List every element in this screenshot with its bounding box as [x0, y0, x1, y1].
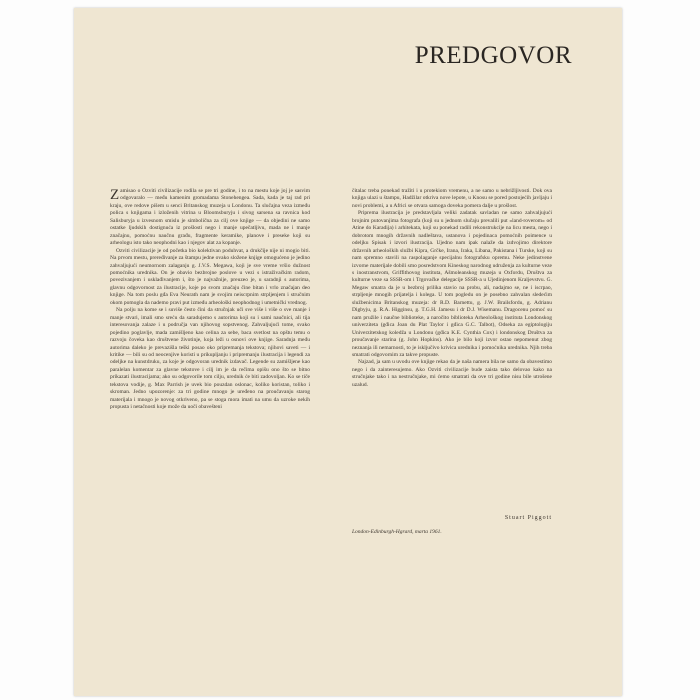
right-column [352, 188, 552, 389]
dropcap: Z [110, 187, 120, 203]
paragraph-4: čitalac treba ponekad tražiti i u protekiom vremenu, a ne samo u nebrižljivosti. Dok ova knjiga ulazi u štampu, Hadžilar otkriva nove lepote, u Knosu se pored postojećih javljaju i novi problemi, a u Africi se otvara samoga doveka pomera dalje u prošlost. [352, 188, 552, 209]
left-column [110, 188, 310, 412]
paragraph-1 [110, 188, 310, 248]
paragraph-2: Ozviti civilizacije je od početka bio kolektivan poduhvat, a drukčije nije ni mogio biti. Na prvom mestu, preređivanje za štampu jedne ovako složene knjige omogućeno je jedino zahvaljujući neumornom zalaganju g. J.V.S. Megawa, koji je sve vreme vršio dužnost pomoćnika urednika. On je obavio bezbrojne poslove u vezi s istraživačkim radom, povezivanjem i usklađivanjem i, što je najvažnije, preuzeo je, u saradnji s autorima, glavnu odgovornost za ilustracije, koje po svom značaju čine bitan i vrlo značajan deo knjige. Na tom poslu gđa Eva Neurath nam je svojim neiscrpnim strpljenjem i stručnim okom pomogla da nademo pravi put između arheološki neophodnog i umetnički vrednog. [110, 247, 310, 306]
author-signature: Stuart Piggott [504, 515, 552, 521]
book-page [74, 8, 622, 696]
paragraph-5: Priprema ilustracija je predstavljala veliki zadatak savladan ne samo zahvaljujući brojnim putovanjima fotografa (koji su u jednom slučaju prevalili put »land-roverom« od Atine do Karadija) i arhitekata, koji su ponekad radili rekonstrukcije na licu mesta, nego i dobrotom mnogih državnih nadleštava, ustanova i pojedinaca pomoćnih poimence u odeljku Spisak i izvori ilustracija. Ujedno nam ipak nalaže da izdvojimo direktore državnih arheoloških službi Kipra, Grčke, Irana, Iraka, Libana, Pakistana i Turske, koji su nam spremno stavili na raspolaganje specijalnu fotografsku opremu. Neke jedinstvene izvorne materijale dobili smo posredstvom Kineskog narodnog udruženja za kulturne veze s inostranstvom, Griffithovog instituta, Ašmoleanskog muzeja u Oxfordu, Društva za kulturne veze sa SSSR-om i Trgovačke delegacije SSSR-a u Ujedinjenom Kraljevstvu. G. Megaw smatra da je u bezbroj prilika stavio na probu, ali, nadajmo se, ne i iscrpao, strpljenje mnogih prijatelja i kolega. U tom pogledu on je posebno zahvalan sledećim službenicima Britanskog muzeja: dr R.D. Barnettu, g. J.W. Brailsfordu, g. Adrianu Digbyju, g. R.A. Higginsu, g. T.G.H. Jamesu i dr D.J. Wisemanu. Dragocenu pomoć su nam pružile i naučne biblioteke, a naročito biblioteka Arheološkog instituta Londonskog univerziteta (gđica Joan du Plat Taylor i gđica G.C. Talbot), Odseka za egiptologiju Univerzitetskog koledža u Londonu (gđica K.E. Cynthia Cox) i londonskog Društva za proučavanje starina (g. John Hopkins). Ako je bilo koji izvor ostao nepomenut zbog neznanja ili nemarnosti, to je isključivo krivica urednika i pomoćnika urednika. Njih treba smatrati odgovornim za takve propuste. [352, 210, 552, 358]
place-date: London-Edinburgh-Hgrard, marta 1961. [352, 529, 442, 535]
page-title: PREDGOVOR [414, 42, 572, 69]
paragraph-1-text: amisao o Ozviti civilizacije rodila se pre tri godine, i to na mestu koje joj je sasvim odgovaralo — među kamenim gromadama Stonehengea. Sada, kada je taj rad pri kraju, ove redove pišem u senci Britanskog muzeja u Londonu. Ta slučajna veza između polica s knjigama i izloženih vitrina u Bloomsburyju i sivog sarsena sa ravnica kod Salisburyja u izvesnom smislu je simbolična za cilj ove knjige — da objedini ne samo ostatke ljudskih dostignuća iz prošlosti nego i manje upečatljivu, mada ne i manje značajnu, pomoćnu naučnu građu, fragmente keramike, planove i preseke koji su arheologu isto tako neophodni kao i njegov alat za kopanje. [110, 188, 310, 247]
paragraph-6: Najzad, ja sam u uvodu ove knjige rekao da je naša namera bila ne samo da obavestimo nego i da zainteresujemo. Ako Ozviti civilizacije bude zaista tako delovao kako na stručnjake tako i na nestručnjake, mi ćemo smatrati da ove tri godine nisu bile utrošene uzalud. [352, 359, 552, 388]
paragraph-3: Na polju na kome se i suviše često čini da stručnjak uči sve više i više o sve manje i manje stvari, imali smo sreću da saradujemo s autorima koji su i sami naučnici, ali tija interesovanja zalaze i u područja van njihovog sopstvenog. Zahvaljujući tome, svako pojedino poglavlje, mada zamišljeno kao celina za sebe, baca svetlost na opštu temu o razvoju čoveka kao društvene životinje, koja leži u osnovi ove knjige. Saradnja među autorima daleko je prevazišla teški posao oko pripremanja tekstova; njihovi saveti — i kritike — bili su od neocenjive koristi u prikupljanju i pripremanju ilustracija i legendi za odeljke na kunstdruku, za koje je odgovoran urednik izdavač. Legende su zamišljene kao paralelan komentar za glavne tekstove i cilj im je da rečima opišu ono što se bitno prikazati ilustracijama; ako su odgovorile tom cilju, urednik će biti zadovoljan. Ko se tiče tekstova vodije, g. Max Parrish je uvek bio pouzdan oslonac, koliko koristan, toliko i skroman. Jedno upozorenje: za tri godine mnogo je uređeno na proučavanju starog materijala i mnogo je novog otkriveno, pa se stoga mora imati na umu da uzroke nekih propusta i netačnosti koje može da uoči obavešteni [110, 307, 310, 411]
